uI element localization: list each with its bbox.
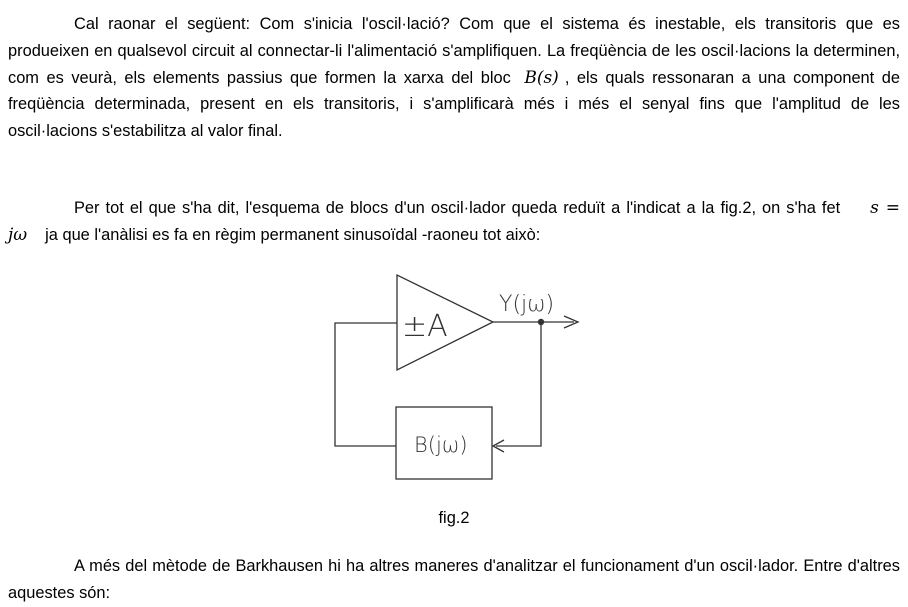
output-label: Y(jω) — [499, 292, 555, 317]
paragraph-other-methods: A més del mètode de Barkhausen hi ha altres maneres d'analitzar el funcionament d'un oscil·lador. Entre d'altres aquestes són: — [8, 557, 900, 602]
feedback-block — [396, 407, 492, 479]
paragraph-intro — [8, 11, 900, 145]
amplifier-triangle — [397, 275, 493, 370]
paragraph-block-diagram-text-b: ja que l'anàlisi es fa en règim permanent sinusoïdal -raoneu tot això: — [45, 225, 541, 244]
feedback-label: B(jω) — [414, 433, 468, 457]
math-b-of-s: B(s) — [524, 67, 559, 88]
output-node-dot — [538, 319, 544, 325]
figure-caption: fig.2 — [438, 509, 470, 527]
paragraph-block-diagram — [8, 195, 900, 249]
paragraph-intro-text-a: Cal raonar el següent: Com s'inicia l'oscil·lació? Com que el sistema és inestable, els transitoris que es produeixen en qualsevol circuit al connectar-li l'alimentació s'amplifiquen. La freqüència de les oscil·lacions la determinen, com es veurà, els elements passius que formen la xarxa del bloc — [8, 15, 900, 87]
feedback-arrow-icon — [493, 440, 504, 452]
paragraph-block-diagram-text-a: Per tot el que s'ha dit, l'esquema de blocs d'un oscil·lador queda reduït a l'indicat a la fig.2, on s'ha fet — [74, 199, 841, 217]
feedback-path-left — [335, 323, 397, 446]
math-s-equals-jw: s = jω — [8, 198, 901, 245]
paragraph-intro-text-b: , els quals ressonaran a una component de freqüència determinada, present en els transitoris, i s'amplificarà més i més el senyal fins que l'amplitud de les oscil·lacions s'estabilitza al valor final. — [8, 68, 900, 141]
feedback-path-right — [496, 322, 541, 446]
amplifier-label: ±A — [402, 309, 448, 344]
output-arrow-icon — [564, 316, 578, 328]
